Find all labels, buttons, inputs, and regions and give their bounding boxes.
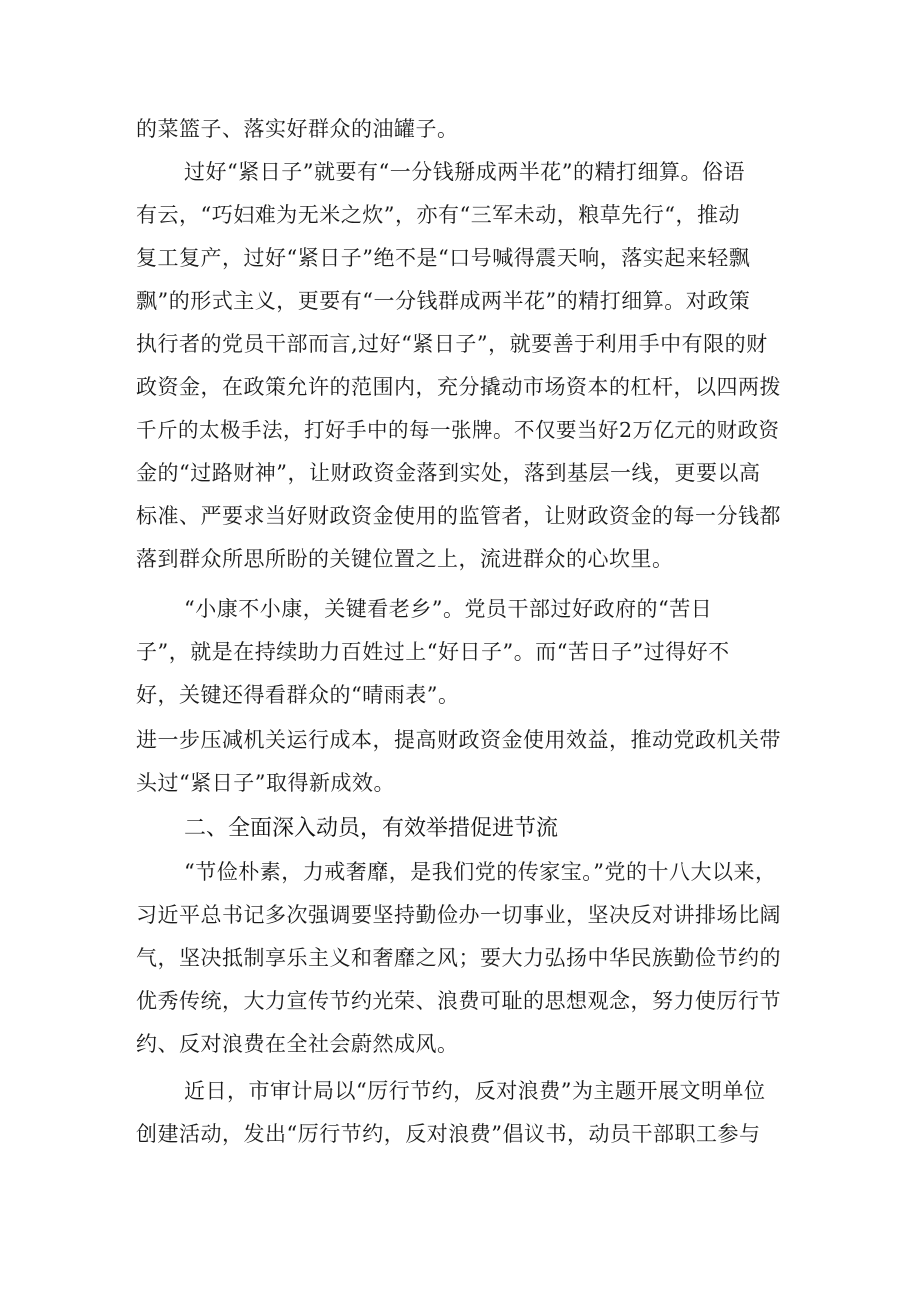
paragraph-line: 近日，市审计局以“厉行节约，反对浪费”为主题开展文明单位	[184, 1079, 766, 1103]
paragraph-2	[136, 151, 791, 581]
paragraph-line: 有云，“巧妇难为无米之炊”，亦有“三军未动，粮草先行“，推动	[136, 203, 740, 227]
paragraph-line: 创建活动，发出“厉行节约，反对浪费”倡议书，动员干部职工参与	[136, 1122, 761, 1146]
paragraph-line: 进一步压减机关运行成本，提高财政资金使用效益，推动党政机关带	[136, 728, 781, 752]
paragraph-line: 执行者的党员干部而言,过好“紧日子”，就要善于利用手中有限的财	[136, 332, 768, 356]
paragraph-line: 千斤的太极手法，打好手中的每一张牌。不仅要当好2万亿元的财政资	[136, 418, 780, 442]
section-heading: 二、全面深入动员，有效举措促进节流	[184, 816, 559, 841]
paragraph-line: 头过“紧日子”取得新成效。	[136, 771, 395, 795]
paragraph-line: 标准、严要求当好财政资金使用的监管者，让财政资金的每一分钱都	[136, 504, 781, 528]
paragraph-line: 的菜篮子、落实好群众的油罐子。	[136, 117, 459, 141]
paragraph-5	[136, 851, 791, 1066]
paragraph-3	[136, 588, 791, 717]
paragraph-line: 好，关键还得看群众的“晴雨表”。	[136, 683, 460, 707]
paragraph-line: 金的“过路财神”，让财政资金落到实处，落到基层一线，更要以高	[136, 461, 761, 485]
paragraph-line: “节俭朴素，力戒奢靡，是我们党的传家宝。”党的十八大以来，	[184, 860, 777, 884]
paragraph-line: 约、反对浪费在全社会蔚然成风。	[136, 1032, 459, 1056]
paragraph-1	[136, 108, 791, 151]
paragraph-line: “小康不小康，关键看老乡”。党员干部过好政府的“苦日	[184, 597, 713, 621]
paragraph-line: 落到群众所思所盼的关键位置之上，流进群众的心坎里。	[136, 547, 674, 571]
paragraph-line: 气，坚决抵制享乐主义和奢靡之风；要大力弘扬中华民族勤俭节约的	[136, 946, 781, 970]
paragraph-line: 政资金，在政策允许的范围内，充分撬动市场资本的杠杆，以四两拨	[136, 375, 781, 399]
paragraph-line: 过好“紧日子”就要有“一分钱掰成两半花”的精打细算。俗语	[184, 160, 745, 184]
paragraph-6	[136, 1070, 791, 1156]
paragraph-4	[136, 719, 791, 805]
paragraph-line: 子”，就是在持续助力百姓过上“好日子”。而“苦日子”过得好不	[136, 640, 730, 664]
paragraph-line: 习近平总书记多次强调要坚持勤俭办一切事业，坚决反对讲排场比阔	[136, 903, 781, 927]
paragraph-line: 优秀传统，大力宣传节约光荣、浪费可耻的思想观念，努力使厉行节	[136, 989, 781, 1013]
paragraph-line: 复工复产，过好“紧日子”绝不是“口号喊得震天响，落实起来轻飘	[136, 246, 751, 270]
paragraph-line: 飘”的形式主义，更要有“一分钱群成两半花”的精打细算。对政策	[136, 289, 751, 313]
